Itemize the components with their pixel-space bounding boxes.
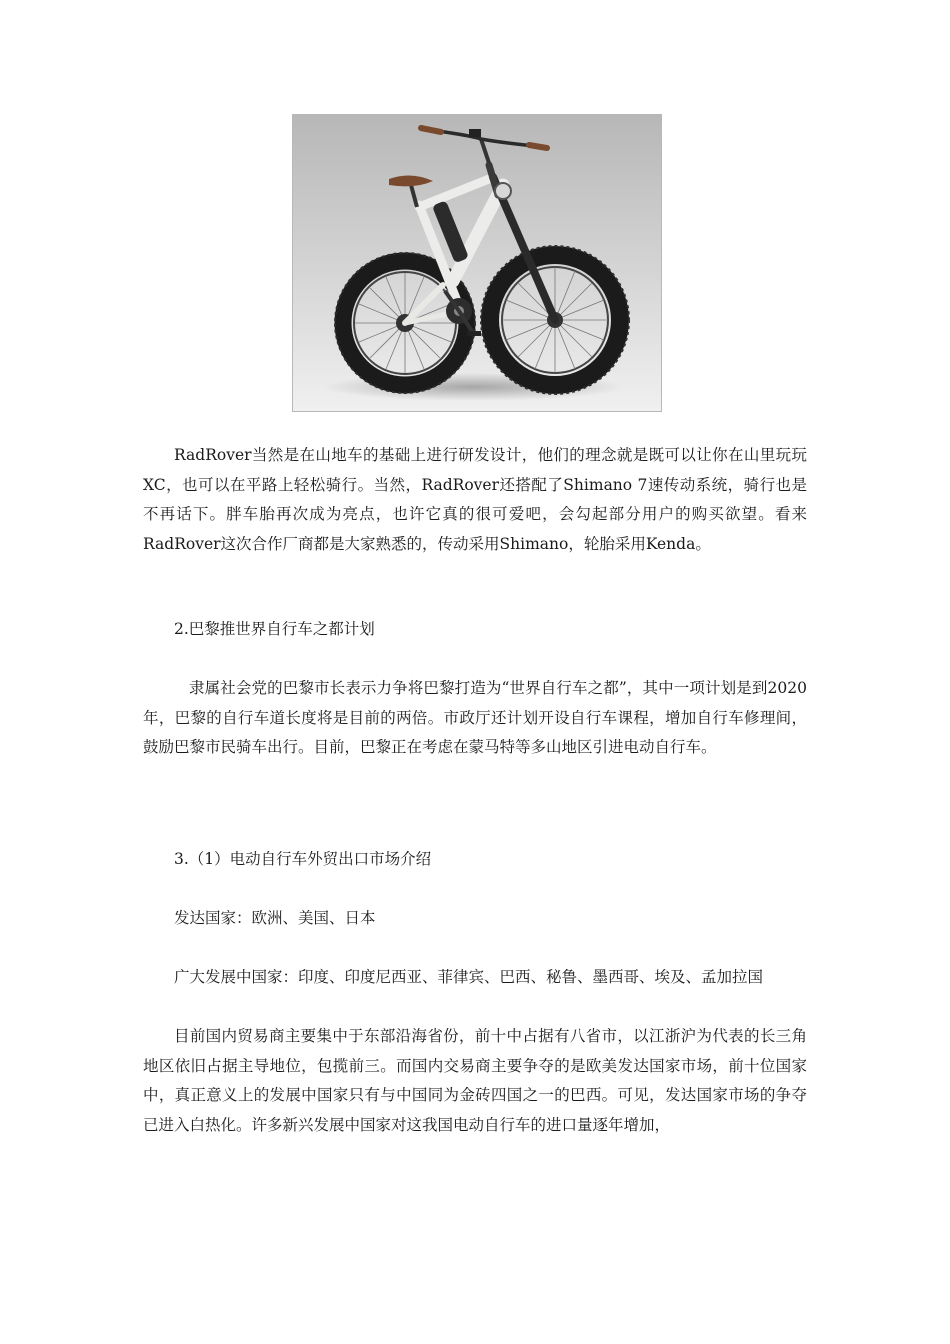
paragraph-domestic-traders: 目前国内贸易商主要集中于东部沿海省份，前十中占据有八省市，以江浙沪为代表的长三角地区依旧占据主导地位，包揽前三。而国内交易商主要争夺的是欧美发达国家市场，前十位国家中，真正意义上的发展中国家只有与中国同为金砖四国之一的巴西。可见，发达国家市场的争夺已进入白热化。许多新兴发展中国家对这我国电动自行车的进口量逐年增加， [143, 1027, 807, 1134]
developed-countries-line: 发达国家：欧洲、美国、日本 [174, 909, 376, 927]
paragraph-radrover: RadRover当然是在山地车的基础上进行研发设计，他们的理念就是既可以让你在山里玩玩XC，也可以在平路上轻松骑行。当然，RadRover还搭配了Shimano 7速传动系统，骑行也是不再话下。胖车胎再次成为亮点，也许它真的很可爱吧，会勾起部分用户的购买欲望。看来RadRover这次合作厂商都是大家熟悉的，传动采用Shimano，轮胎采用Kenda。 [143, 446, 807, 553]
headlight [495, 183, 511, 199]
section-heading-paris: 2.巴黎推世界自行车之都计划 [174, 620, 375, 638]
section-heading-export-market: 3.（1）电动自行车外贸出口市场介绍 [174, 850, 432, 868]
bicycle-photo [292, 114, 662, 412]
paragraph-paris: 隶属社会党的巴黎市长表示力争将巴黎打造为“世界自行车之都”，其中一项计划是到2020年，巴黎的自行车道长度将是目前的两倍。市政厅还计划开设自行车课程，增加自行车修理间，鼓励巴黎市民骑车出行。目前，巴黎正在考虑在蒙马特等多山地区引进电动自行车。 [143, 679, 807, 757]
developing-countries-line: 广大发展中国家：印度、印度尼西亚、菲律宾、巴西、秘鲁、墨西哥、埃及、孟加拉国 [174, 968, 764, 986]
